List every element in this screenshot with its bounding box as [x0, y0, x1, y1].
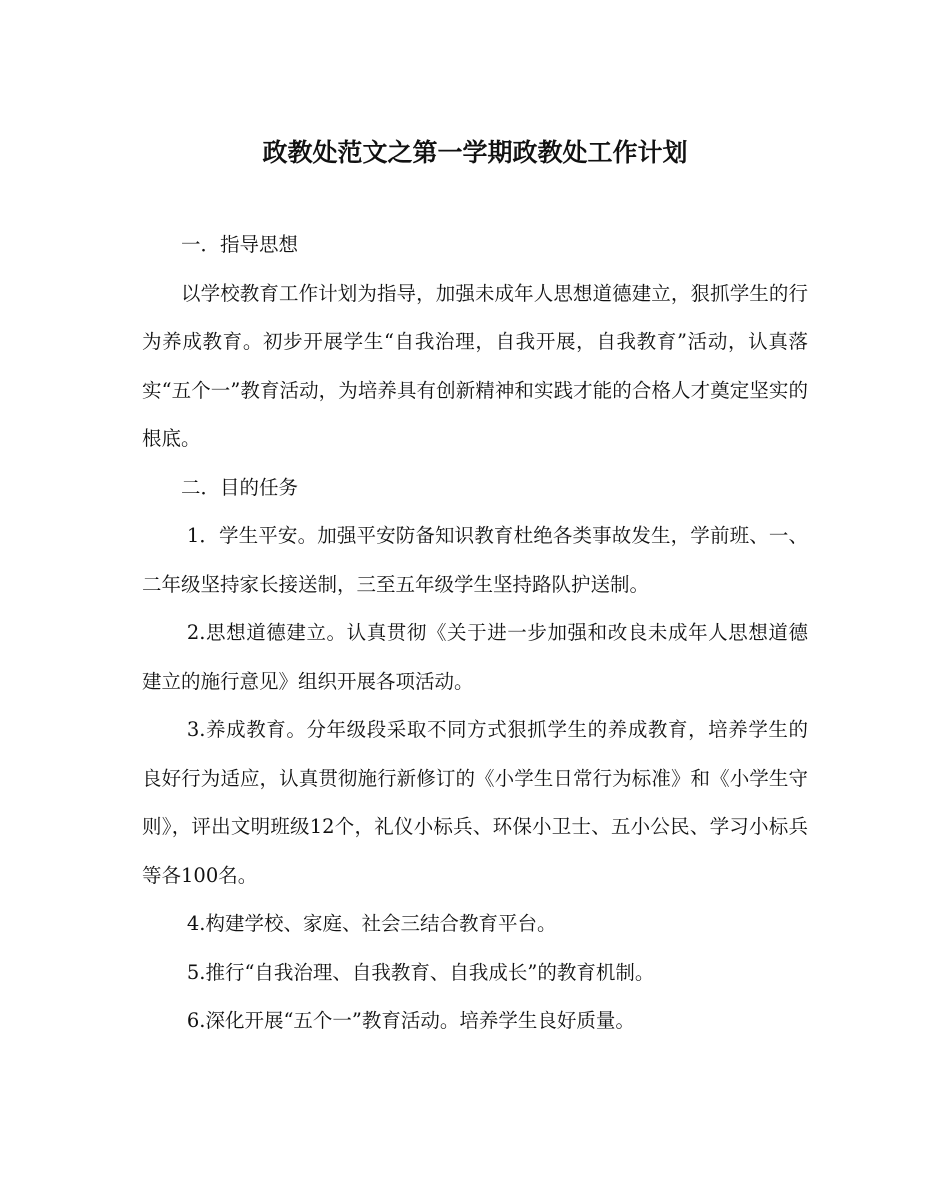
paragraph-guiding-ideology: 以学校教育工作计划为指导，加强未成年人思想道德建立，狠抓学生的行为养成教育。初步开展学生“自我治理，自我开展，自我教育”活动，认真落实“五个一”教育活动，为培养具有创新精神和实践才能的合格人才奠定坚实的根底。 — [142, 281, 808, 450]
task-item-education-platform: 4.构建学校、家庭、社会三结合教育平台。 — [186, 912, 557, 935]
task-item-student-safety: 1．学生平安。加强平安防备知识教育杜绝各类事故发生，学前班、一、二年级坚持家长接送制，三至五年级学生坚持路队护送制。 — [142, 524, 808, 596]
task-item-moral-education: 2.思想道德建立。认真贯彻《关于进一步加强和改良未成年人思想道德建立的施行意见》组织开展各项活动。 — [142, 621, 808, 693]
document-body — [142, 221, 808, 1046]
task-item-five-ones: 6.深化开展“五个一”教育活动。培养学生良好质量。 — [186, 1009, 635, 1032]
document-title: 政教处范文之第一学期政教处工作计划 — [262, 138, 688, 167]
task-item-self-management: 5.推行“自我治理、自我教育、自我成长”的教育机制。 — [186, 960, 655, 984]
task-item-habit-education: 3.养成教育。分年级段采取不同方式狠抓学生的养成教育，培养学生的良好行为适应，认真贯彻施行新修订的《小学生日常行为标准》和《小学生守则》，评出文明班级12个，礼仪小标兵、环保小卫士、五小公民、学习小标兵等各100名。 — [142, 718, 808, 887]
section-heading-guiding-ideology: 一．指导思想 — [181, 233, 299, 256]
section-heading-goals-tasks: 二．目的任务 — [181, 475, 299, 499]
